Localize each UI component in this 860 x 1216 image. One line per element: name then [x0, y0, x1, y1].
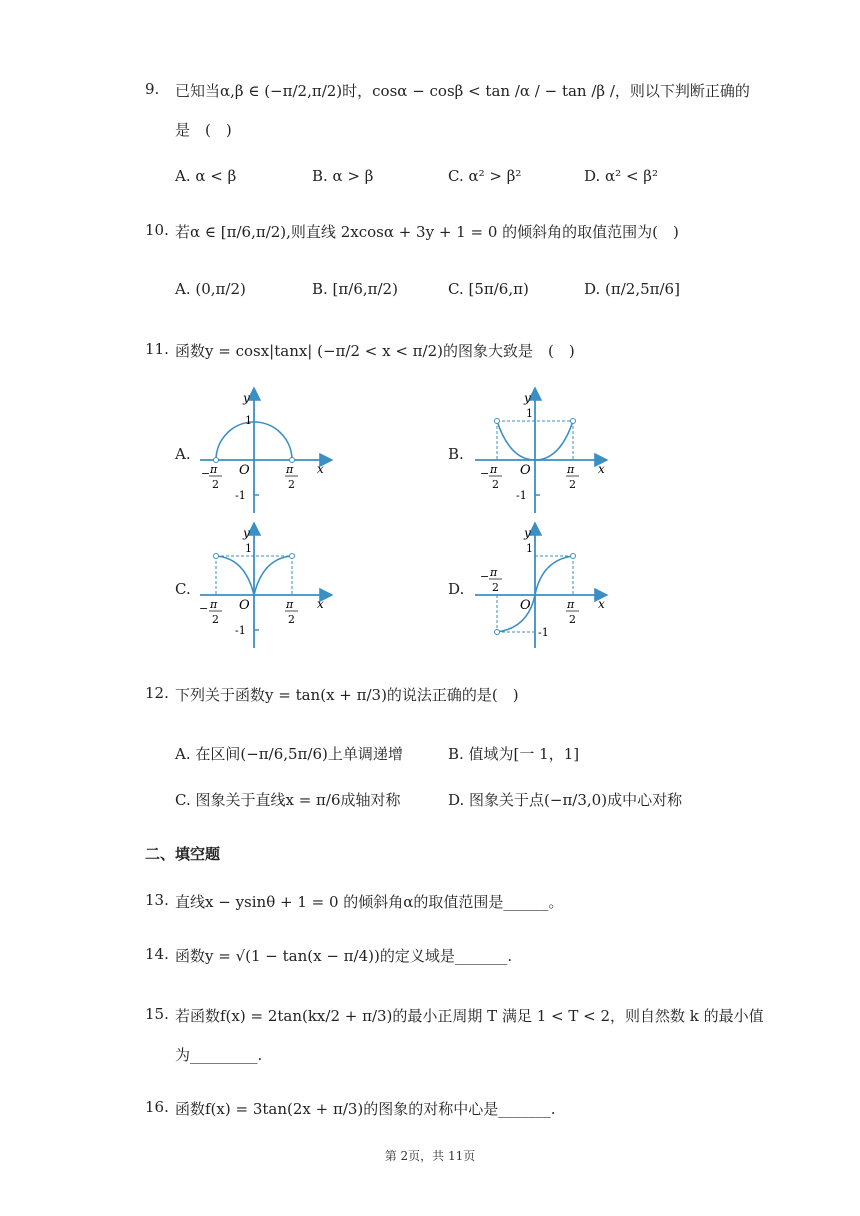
q11-number: 11. — [145, 340, 169, 358]
q16-number: 16. — [145, 1098, 169, 1116]
q9-option-c: C. α² > β² — [448, 167, 522, 185]
graph-a-x-label: x — [317, 462, 324, 476]
q16-text: 函数f(x) = 3tan(2x + π/3)的图象的对称中心是_______. — [175, 1100, 556, 1118]
q12-option-a: A. 在区间(−π/6,5π/6)上单调递增 — [175, 745, 403, 763]
q10-number: 10. — [145, 221, 169, 239]
q11-option-b-label: B. — [448, 445, 464, 463]
graph-b-origin-label: O — [520, 463, 531, 478]
q10-option-c: C. [5π/6,π) — [448, 280, 529, 298]
graph-c-neg-pi-label: π — [210, 598, 218, 611]
q9-text: 已知当α,β ∈ (−π/2,π/2)时，cosα − cosβ < tan /α / − tan /β /，则以下判断正确的 — [175, 82, 750, 100]
q14-number: 14. — [145, 945, 169, 963]
graph-b — [470, 385, 620, 515]
graph-c-x-label: x — [317, 597, 324, 611]
q9-number: 9. — [145, 80, 160, 98]
q10-option-a: A. (0,π/2) — [175, 280, 246, 298]
graph-a — [195, 385, 345, 515]
q12-text: 下列关于函数y = tan(x + π/3)的说法正确的是( ) — [175, 686, 519, 704]
graph-d-neg-one-label: -1 — [538, 626, 549, 639]
graph-d — [470, 520, 620, 650]
q10-option-d: D. (π/2,5π/6] — [584, 280, 680, 298]
q9-option-a: A. α < β — [175, 167, 237, 185]
graph-a-neg-pi-label: π — [210, 463, 218, 476]
graph-b-minus: − — [480, 467, 490, 480]
graph-b-two-label: 2 — [569, 478, 576, 491]
q14-text: 函数y = √(1 − tan(x − π/4))的定义域是_______. — [175, 947, 513, 965]
q12-option-d: D. 图象关于点(−π/3,0)成中心对称 — [448, 791, 683, 809]
q9-option-b: B. α > β — [312, 167, 374, 185]
graph-c-one-label: 1 — [245, 542, 252, 555]
graph-a-y-label: y — [243, 391, 250, 405]
q15-number: 15. — [145, 1005, 169, 1023]
q11-text: 函数y = cosx|tanx| (−π/2 < x < π/2)的图象大致是 ( ) — [175, 342, 575, 360]
graph-d-neg-pi-label: π — [490, 566, 498, 579]
q15-text: 若函数f(x) = 2tan(kx/2 + π/3)的最小正周期 T 满足 1 < T < 2，则自然数 k 的最小值 — [175, 1007, 764, 1025]
q12-number: 12. — [145, 684, 169, 702]
q11-option-a-label: A. — [175, 445, 191, 463]
graph-c-minus: − — [199, 602, 209, 615]
graph-d-pi-label: π — [567, 598, 575, 611]
graph-c — [195, 520, 345, 650]
graph-a-minus: − — [201, 467, 211, 480]
graph-b-neg-two-label: 2 — [492, 478, 499, 491]
graph-c-pi-label: π — [286, 598, 294, 611]
graph-d-y-label: y — [524, 526, 531, 540]
graph-d-x-label: x — [598, 597, 605, 611]
graph-a-origin-label: O — [239, 463, 250, 478]
graph-a-neg-two-label: 2 — [212, 478, 219, 491]
q9-option-d: D. α² < β² — [584, 167, 658, 185]
q12-option-c: C. 图象关于直线x = π/6成轴对称 — [175, 791, 401, 809]
graph-b-neg-pi-label: π — [490, 463, 498, 476]
page-footer: 第 2页，共 11页 — [384, 1149, 476, 1163]
graph-c-neg-two-label: 2 — [212, 613, 219, 626]
graph-c-y-label: y — [243, 526, 250, 540]
graph-a-neg-one-label: -1 — [235, 489, 246, 502]
graph-b-y-label: y — [524, 391, 531, 405]
graph-d-two-label: 2 — [569, 613, 576, 626]
graph-d-one-label: 1 — [526, 542, 533, 555]
graph-c-origin-label: O — [239, 598, 250, 613]
graph-d-origin-label: O — [520, 598, 531, 613]
graph-d-minus: − — [480, 570, 490, 583]
graph-a-pi-label: π — [286, 463, 294, 476]
q10-text: 若α ∈ [π/6,π/2),则直线 2xcosα + 3y + 1 = 0 的倾斜角的取值范围为( ) — [175, 223, 679, 241]
graph-a-two-label: 2 — [288, 478, 295, 491]
graph-d-neg-two-label: 2 — [492, 581, 499, 594]
q9-text-cont: 是 ( ) — [175, 121, 232, 139]
q13-number: 13. — [145, 891, 169, 909]
graph-b-pi-label: π — [567, 463, 575, 476]
q13-text: 直线x − ysinθ + 1 = 0 的倾斜角α的取值范围是______。 — [175, 893, 564, 911]
graph-b-x-label: x — [598, 462, 605, 476]
section-heading-fill-in: 二、填空题 — [145, 845, 221, 863]
q12-option-b: B. 值域为[一 1，1] — [448, 745, 580, 763]
q11-option-d-label: D. — [448, 580, 465, 598]
graph-b-one-label: 1 — [526, 407, 533, 420]
graph-c-neg-one-label: -1 — [235, 624, 246, 637]
graph-a-one-label: 1 — [245, 414, 252, 427]
q15-text-cont: 为_________. — [175, 1046, 263, 1064]
graph-c-two-label: 2 — [288, 613, 295, 626]
q10-option-b: B. [π/6,π/2) — [312, 280, 398, 298]
q11-option-c-label: C. — [175, 580, 191, 598]
graph-b-neg-one-label: -1 — [516, 489, 527, 502]
